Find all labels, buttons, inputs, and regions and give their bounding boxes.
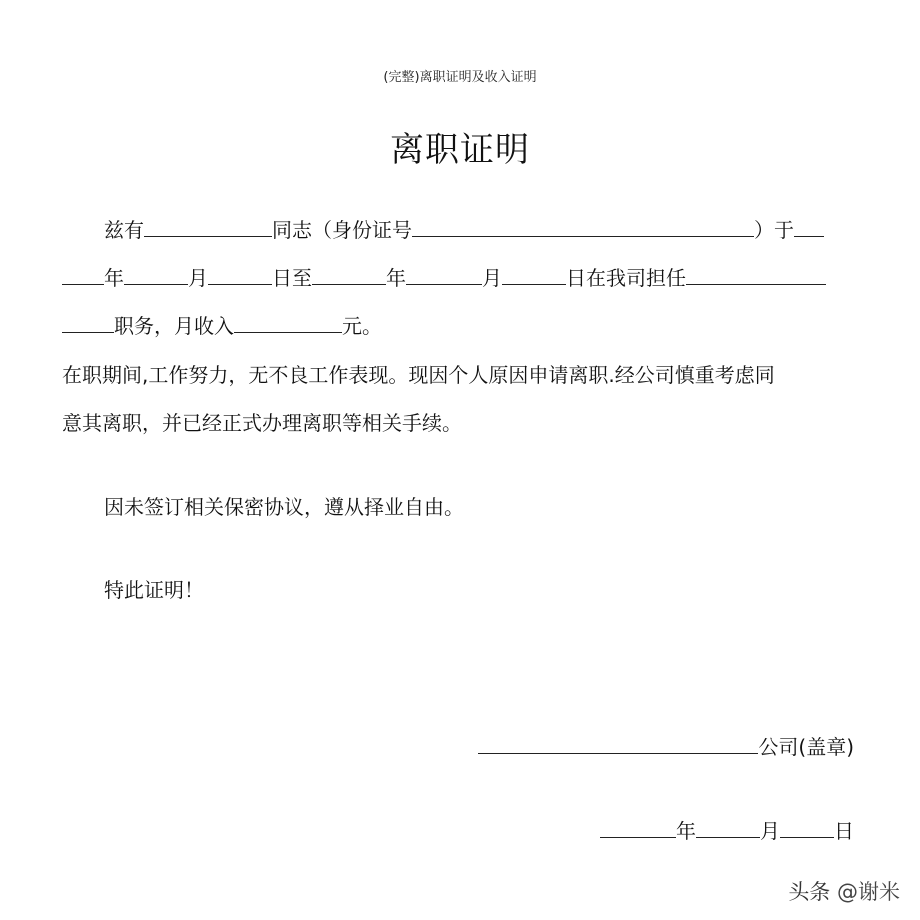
start-month-blank [124, 264, 188, 285]
page-title: 离职证明 [390, 130, 530, 170]
paragraph-3: 因未签订相关保密协议，遵从择业自由。 [104, 495, 464, 519]
month-label: 月 [760, 819, 780, 843]
watermark-author: @谢米 [837, 880, 900, 904]
document-header: (完整)离职证明及收入证明 [383, 70, 537, 85]
text-segment: 兹有 [104, 218, 144, 242]
paragraph-4: 特此证明！ [104, 578, 204, 602]
start-year-blank [794, 216, 824, 237]
end-year-blank [312, 264, 386, 285]
text-segment: 月 [188, 266, 208, 290]
day-label: 日 [834, 819, 854, 843]
signature-date-line [600, 816, 854, 846]
text-segment: ）于 [754, 218, 794, 242]
position-blank-cont [62, 312, 114, 333]
watermark-source: 头条 [788, 880, 831, 904]
end-month-blank [406, 264, 482, 285]
start-day-blank [208, 264, 272, 285]
paragraph-1-line-3 [62, 311, 854, 341]
salary-blank [234, 312, 342, 333]
text-segment: 职务，月收入 [114, 314, 234, 338]
text-segment: 年 [104, 266, 124, 290]
end-day-blank [502, 264, 566, 285]
text-segment: 元。 [342, 314, 382, 338]
paragraph-2-line-1: 在职期间,工作努力，无不良工作表现。现因个人原因申请离职.经公司慎重考虑同 [62, 363, 775, 387]
start-year-blank-cont [62, 264, 104, 285]
position-blank [686, 264, 826, 285]
year-label: 年 [676, 819, 696, 843]
sign-month-blank [696, 817, 760, 838]
company-seal-label: 公司(盖章) [758, 735, 854, 759]
company-signature-line [478, 732, 854, 762]
paragraph-1-line-1 [62, 215, 854, 245]
sign-year-blank [600, 817, 676, 838]
text-segment: 日在我司担任 [566, 266, 686, 290]
text-segment: 年 [386, 266, 406, 290]
text-segment: 同志（身份证号 [272, 218, 412, 242]
watermark [788, 876, 900, 906]
id-number-blank [412, 216, 754, 237]
paragraph-1-line-2 [62, 263, 854, 293]
paragraph-2-line-2: 意其离职，并已经正式办理离职等相关手续。 [62, 411, 462, 435]
text-segment: 日至 [272, 266, 312, 290]
company-name-blank [478, 733, 758, 754]
sign-day-blank [780, 817, 834, 838]
name-blank [144, 216, 272, 237]
text-segment: 月 [482, 266, 502, 290]
